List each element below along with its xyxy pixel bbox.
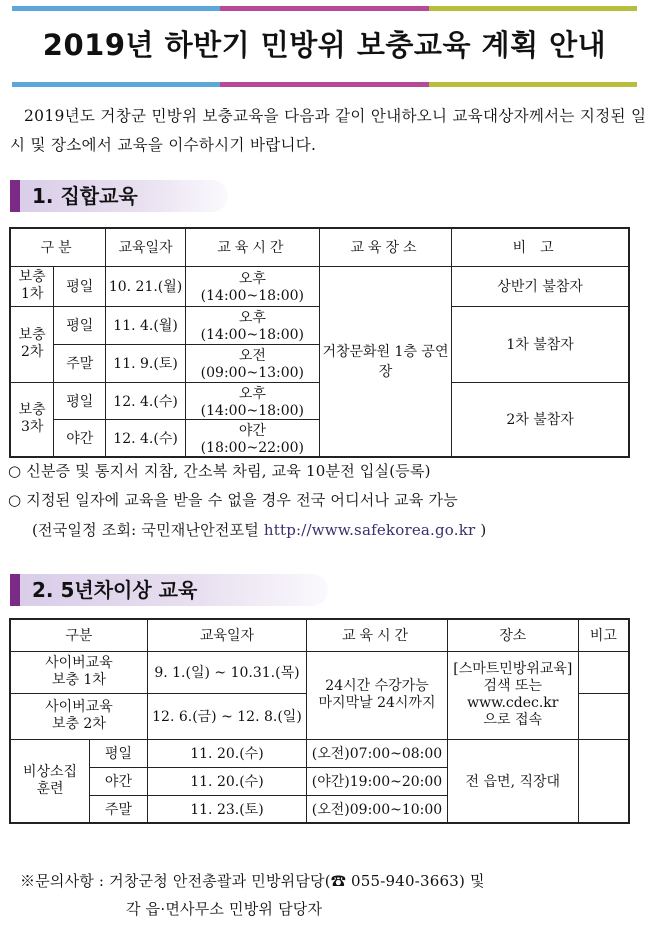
row-date: 12. 4.(수) — [106, 382, 186, 419]
cyber-label: 사이버교육 보충 2차 — [45, 699, 113, 732]
row-time: 오후(14:00~18:00) — [185, 382, 319, 419]
cyber-label-1 — [10, 651, 147, 693]
row-date: 11. 9.(토) — [106, 344, 186, 382]
remark-2: 1차 불참자 — [452, 306, 629, 382]
drill-place: 전 읍면, 직장대 — [447, 739, 578, 823]
section-marker — [10, 574, 20, 606]
drill-time: (야간)19:00~20:00 — [307, 767, 448, 795]
contact-line-1 — [20, 870, 485, 891]
section2-heading-text: 2. 5년차이상 교육 — [32, 578, 198, 602]
cyber-time-text: 24시간 수강가능 마지막날 24시까지 — [318, 678, 436, 711]
drill-type: 평일 — [90, 739, 148, 767]
place-text: 거창문화원 1층 공연장 — [322, 344, 449, 380]
lookup-prefix: (전국일정 조회: 국민재난안전포털 — [32, 521, 264, 539]
page-title: 2019년 하반기 민방위 보충교육 계획 안내 — [42, 28, 607, 62]
header-category: 구분 — [10, 228, 106, 266]
top-color-stripe — [12, 6, 637, 11]
row-time: 오전(09:00~13:00) — [185, 344, 319, 382]
drill-remark — [578, 739, 629, 823]
row-date: 10. 21.(월) — [106, 266, 186, 306]
contact-suffix: 055-940-3663) 및 — [346, 872, 485, 890]
stripe-blue — [12, 6, 220, 11]
bullet-1: ○ 신분증 및 통지서 지참, 간소복 차림, 교육 10분전 입실(등록) — [8, 462, 431, 480]
group-label-3 — [10, 382, 54, 457]
header-category: 구분 — [10, 619, 147, 651]
header-date: 교육일자 — [147, 619, 306, 651]
header-time: 교육시간 — [307, 619, 448, 651]
drill-time: (오전)09:00~10:00 — [307, 795, 448, 823]
row-type: 주말 — [54, 344, 106, 382]
section1-heading-text: 1. 집합교육 — [32, 184, 138, 208]
drill-type: 주말 — [90, 795, 148, 823]
stripe-magenta — [220, 6, 428, 11]
section2-table — [9, 618, 630, 824]
drill-label-text: 비상소집 훈련 — [22, 763, 78, 797]
stripe-magenta — [220, 82, 428, 87]
stripe-olive — [429, 6, 637, 11]
drill-date: 11. 20.(수) — [147, 739, 306, 767]
group-label-1 — [10, 266, 54, 306]
group-label: 보충 1차 — [18, 269, 46, 302]
contact-line-2: 각 읍·면사무소 민방위 담당자 — [126, 900, 323, 918]
row-type: 평일 — [54, 306, 106, 344]
cyber-time — [307, 651, 448, 739]
header-remarks: 비고 — [578, 619, 629, 651]
cyber-remark-1 — [578, 651, 629, 693]
section1-heading — [10, 180, 228, 212]
row-type: 야간 — [54, 419, 106, 457]
section2-heading — [10, 574, 328, 606]
place-cell — [319, 266, 451, 457]
header-place: 장소 — [447, 619, 578, 651]
bottom-color-stripe — [12, 82, 637, 87]
row-type: 평일 — [54, 382, 106, 419]
header-place: 교육장소 — [319, 228, 451, 266]
phone-icon: ☎ — [330, 872, 347, 890]
row-time: 야간(18:00~22:00) — [185, 419, 319, 457]
section-marker — [10, 180, 20, 212]
drill-date: 11. 20.(수) — [147, 767, 306, 795]
section1-table — [9, 227, 630, 458]
cyber-place-text: [스마트민방위교육] 검색 또는 www.cdec.kr 으로 접속 — [453, 661, 573, 728]
row-date: 11. 4.(월) — [106, 306, 186, 344]
lookup-suffix: ) — [475, 521, 487, 539]
cyber-label: 사이버교육 보충 1차 — [45, 655, 113, 688]
cyber-date-2: 12. 6.(금) ~ 12. 8.(일) — [147, 693, 306, 739]
drill-date: 11. 23.(토) — [147, 795, 306, 823]
cyber-remark-2 — [578, 693, 629, 739]
header-date: 교육일자 — [106, 228, 186, 266]
header-remarks: 비고 — [452, 228, 629, 266]
header-time: 교육시간 — [185, 228, 319, 266]
cyber-date-1: 9. 1.(일) ~ 10.31.(목) — [147, 651, 306, 693]
group-label: 보충 2차 — [18, 327, 46, 360]
row-type: 평일 — [54, 266, 106, 306]
intro-paragraph: 2019년도 거창군 민방위 보충교육을 다음과 같이 안내하오니 교육대상자께서는 지정된 일시 및 장소에서 교육을 이수하시기 바랍니다. — [10, 107, 647, 154]
row-time: 오후(14:00~18:00) — [185, 266, 319, 306]
bullet-2: ○ 지정된 일자에 교육을 받을 수 없을 경우 전국 어디서나 교육 가능 — [8, 491, 458, 509]
drill-label — [10, 739, 90, 823]
group-label-2 — [10, 306, 54, 382]
remark-3: 2차 불참자 — [452, 382, 629, 457]
contact-prefix: ※문의사항 : 거창군청 안전총괄과 민방위담당( — [20, 872, 331, 890]
cyber-label-2 — [10, 693, 147, 739]
row-time: 오후(14:00~18:00) — [185, 306, 319, 344]
lookup-line — [32, 519, 486, 540]
stripe-olive — [429, 82, 637, 87]
group-label: 보충 3차 — [18, 402, 46, 435]
stripe-blue — [12, 82, 220, 87]
remark-1: 상반기 불참자 — [452, 266, 629, 306]
cyber-place — [447, 651, 578, 739]
drill-time: (오전)07:00~08:00 — [307, 739, 448, 767]
drill-type: 야간 — [90, 767, 148, 795]
safekorea-link[interactable]: http://www.safekorea.go.kr — [263, 521, 476, 539]
row-date: 12. 4.(수) — [106, 419, 186, 457]
